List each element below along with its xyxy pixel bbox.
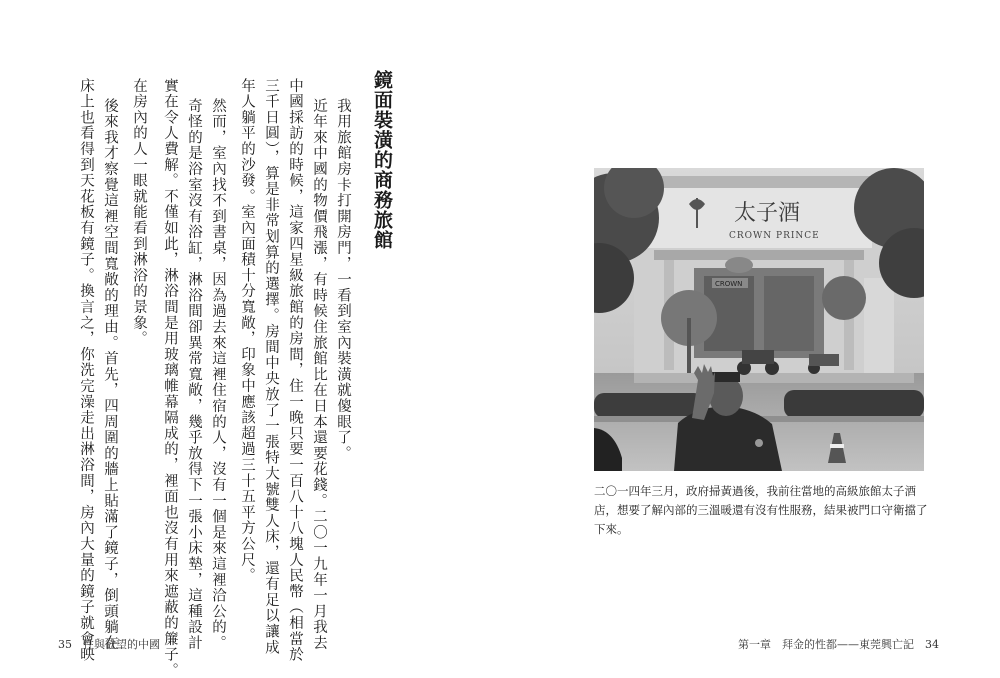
small-sign-text: CROWN bbox=[715, 280, 743, 288]
text-column-6: 然而，室內找不到書桌，因為過去來這裡住宿的人，沒有一個是來這裡洽公的。 bbox=[210, 98, 226, 651]
left-page-footer: 35 性與欲望的中國 bbox=[58, 638, 160, 651]
text-column-9: 在房內的人一眼就能看到淋浴的景象。 bbox=[131, 78, 147, 347]
photo-caption: 二〇一四年三月，政府掃黃過後，我前往當地的高級旅館太子酒店，想要了解內部的三溫暖還有沒有性服務，結果被門口守衛擋了下來。 bbox=[594, 484, 928, 536]
text-column-5: 年人躺平的沙發。室內面積十分寬敞，印象中應該超過三十五平方公尺。 bbox=[239, 78, 255, 584]
sign-english-text: CROWN PRINCE bbox=[729, 231, 820, 241]
text-column-10: 後來我才察覺這裡空間寬敞的理由。首先，四周圍的牆上貼滿了鏡子，倒頭躺在 bbox=[102, 98, 118, 651]
text-column-2: 近年來中國的物價飛漲，有時候住旅館比在日本還要花錢。二〇一九年一月我去 bbox=[311, 98, 327, 651]
section-heading: 鏡面裝潢的商務旅館 bbox=[371, 70, 393, 250]
hotel-entrance-photo bbox=[594, 168, 924, 471]
text-column-4: 三千日圓），算是非常划算的選擇。房間中央放了一張特大號雙人床，還有足以讓成 bbox=[263, 78, 279, 656]
text-column-1: 我用旅館房卡打開房門，一看到室內裝潢就傻眼了。 bbox=[335, 98, 351, 462]
text-column-7: 奇怪的是浴室沒有浴缸，淋浴間卻異常寬敞，幾乎放得下一張小床墊，這種設計 bbox=[186, 98, 202, 651]
sign-chinese-text: 太子酒 bbox=[734, 201, 801, 226]
text-column-8: 實在令人費解。不僅如此，淋浴間是用玻璃帷幕隔成的，裡面也沒有用來遮蔽的簾子。 bbox=[162, 78, 178, 678]
right-page-footer: 第一章 拜金的性都——東莞興亡記 34 bbox=[738, 638, 939, 651]
text-column-11: 床上也看得到天花板有鏡子。換言之，你洗完澡走出淋浴間，房內大量的鏡子就會映 bbox=[78, 78, 94, 663]
text-column-3: 中國採訪的時候，這家四星級旅館的房間，住一晚只要一百八十八塊人民幣（相當於 bbox=[287, 78, 303, 663]
